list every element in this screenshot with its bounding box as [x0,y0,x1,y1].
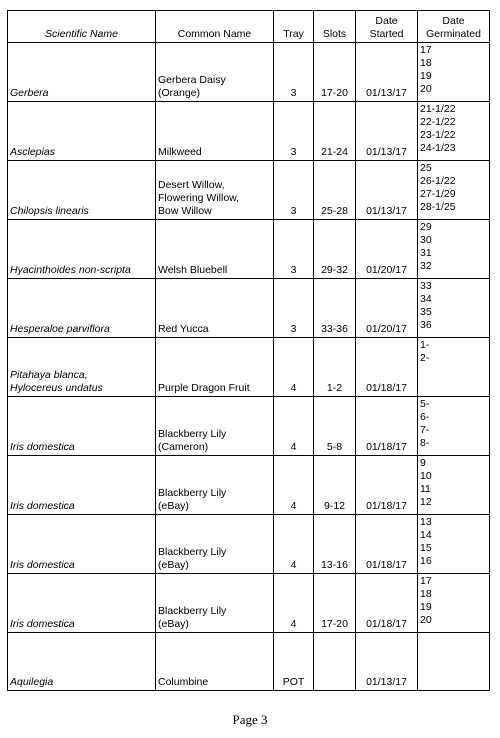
common-name-cell-line: Blackberry Lily [158,546,227,558]
common-name-cell-line: (Orange) [158,87,201,99]
date-germinated-cell-line: 23-1/22 [420,129,456,141]
scientific-name-cell [8,574,156,633]
date-germinated-cell-line: 18 [420,588,432,600]
common-name-cell-line: Welsh Bluebell [158,264,228,276]
header-row [8,11,490,43]
date-germinated-cell-line: 20 [420,83,432,95]
common-name-cell [156,43,274,102]
date-germinated-cell-line: 17 [420,44,432,56]
date-germinated-cell [418,102,490,161]
header-date-started: Date Started [356,11,418,43]
date-germinated-cell-line: 24-1/23 [420,142,456,154]
slots-cell: 29-32 [314,220,356,279]
date-germinated-cell [418,397,490,456]
date-started-cell: 01/13/17 [356,161,418,220]
common-name-cell [156,338,274,397]
date-germinated-cell [418,338,490,397]
date-germinated-cell-line: 19 [420,601,432,613]
date-started-cell: 01/13/17 [356,633,418,691]
scientific-name-cell [8,102,156,161]
date-germinated-cell-line: 17 [420,575,432,587]
scientific-name-cell-line: Gerbera [10,87,49,99]
date-germinated-cell-line: 7- [420,424,430,436]
slots-cell: 1-2 [314,338,356,397]
scientific-name-cell-line: Hylocereus undatus [10,382,103,394]
seed-log-table [7,10,490,691]
slots-cell: 25-28 [314,161,356,220]
date-germinated-cell-line: 8- [420,437,430,449]
common-name-cell [156,161,274,220]
date-germinated-cell-line: 9 [420,457,426,469]
common-name-cell [156,220,274,279]
date-germinated-cell-line: 12 [420,496,432,508]
date-germinated-cell-line: 18 [420,57,432,69]
date-germinated-cell-line: 1- [420,339,430,351]
tray-cell: 3 [274,102,314,161]
scientific-name-cell-line: Hyacinthoides non-scripta [10,264,131,276]
scientific-name-cell-line: Iris domestica [10,559,75,571]
date-started-cell: 01/18/17 [356,574,418,633]
scientific-name-cell [8,161,156,220]
date-germinated-cell-line: 5- [420,398,430,410]
table-row [8,397,490,456]
date-germinated-cell-line: 28-1/25 [420,201,456,213]
date-started-cell: 01/13/17 [356,102,418,161]
date-germinated-cell-line: 29 [420,221,432,233]
date-germinated-cell [418,220,490,279]
header-date-germinated: Date Germinated [418,11,490,43]
tray-cell: 3 [274,43,314,102]
date-germinated-cell [418,456,490,515]
table-row [8,279,490,338]
page-number: Page 3 [232,712,268,727]
date-germinated-cell-line: 21-1/22 [420,103,456,115]
table-row [8,102,490,161]
date-germinated-cell-line: 6- [420,411,430,423]
tray-cell: 3 [274,279,314,338]
date-germinated-cell-line: 36 [420,319,432,331]
slots-cell: 9-12 [314,456,356,515]
date-germinated-cell-line: 33 [420,280,432,292]
date-germinated-cell-line: 22-1/22 [420,116,456,128]
tray-cell: 4 [274,574,314,633]
date-germinated-cell [418,161,490,220]
common-name-cell-line: Blackberry Lily [158,605,227,617]
date-germinated-cell-line: 14 [420,529,432,541]
slots-cell: 17-20 [314,574,356,633]
common-name-cell-line: Blackberry Lily [158,487,227,499]
scientific-name-cell [8,515,156,574]
common-name-cell [156,102,274,161]
date-germinated-cell-line: 19 [420,70,432,82]
common-name-cell-line: Blackberry Lily [158,428,227,440]
table-row [8,633,490,691]
scientific-name-cell-line: Iris domestica [10,618,75,630]
date-germinated-cell-line: 15 [420,542,432,554]
common-name-cell-line: Purple Dragon Fruit [158,382,250,394]
common-name-cell [156,574,274,633]
header-scientific-name: Scientific Name [8,11,156,43]
table-header [8,11,490,43]
common-name-cell-line: Desert Willow, [158,179,225,191]
header-slots: Slots [314,11,356,43]
date-germinated-cell [418,633,490,691]
date-germinated-cell-line: 10 [420,470,432,482]
table-row [8,43,490,102]
date-germinated-cell-line: 27-1/29 [420,188,456,200]
scientific-name-cell [8,43,156,102]
date-germinated-cell-line: 32 [420,260,432,272]
table-row [8,338,490,397]
date-started-cell: 01/20/17 [356,279,418,338]
table-row [8,161,490,220]
table-body [8,43,490,691]
common-name-cell [156,515,274,574]
common-name-cell-line: (Cameron) [158,441,209,453]
tray-cell: 4 [274,338,314,397]
date-germinated-cell-line: 30 [420,234,432,246]
common-name-cell-line: Milkweed [158,146,202,158]
tray-cell: POT [274,633,314,691]
scientific-name-cell-line: Hesperaloe parviflora [10,323,110,335]
common-name-cell-line: Red Yucca [158,323,209,335]
common-name-cell-line: Bow Willow [158,205,212,217]
scientific-name-cell [8,338,156,397]
slots-cell: 5-8 [314,397,356,456]
table-row [8,515,490,574]
scientific-name-cell-line: Asclepias [10,146,55,158]
common-name-cell-line: (eBay) [158,618,189,630]
common-name-cell-line: Flowering Willow, [158,192,240,204]
common-name-cell [156,633,274,691]
scientific-name-cell-line: Pitahaya blanca, [10,369,88,381]
date-started-cell: 01/18/17 [356,397,418,456]
date-germinated-cell-line: 16 [420,555,432,567]
date-germinated-cell [418,515,490,574]
scientific-name-cell [8,279,156,338]
scientific-name-cell-line: Aquilegia [10,676,54,688]
slots-cell: 33-36 [314,279,356,338]
header-common-name: Common Name [156,11,274,43]
date-started-cell: 01/18/17 [356,338,418,397]
date-germinated-cell [418,574,490,633]
slots-cell: 13-16 [314,515,356,574]
date-germinated-cell [418,279,490,338]
scientific-name-cell-line: Iris domestica [10,500,75,512]
common-name-cell-line: (eBay) [158,559,189,571]
scientific-name-cell-line: Chilopsis linearis [10,205,89,217]
tray-cell: 3 [274,161,314,220]
scientific-name-cell [8,220,156,279]
slots-cell [314,633,356,691]
common-name-cell-line: Columbine [158,676,209,688]
tray-cell: 4 [274,515,314,574]
date-started-cell: 01/18/17 [356,515,418,574]
date-started-cell: 01/13/17 [356,43,418,102]
date-started-cell: 01/18/17 [356,456,418,515]
tray-cell: 3 [274,220,314,279]
date-started-cell: 01/20/17 [356,220,418,279]
common-name-cell [156,279,274,338]
slots-cell: 17-20 [314,43,356,102]
header-tray: Tray [274,11,314,43]
date-germinated-cell-line: 31 [420,247,432,259]
scientific-name-cell [8,633,156,691]
common-name-cell [156,456,274,515]
date-germinated-cell-line: 2- [420,352,430,364]
scientific-name-cell [8,397,156,456]
date-germinated-cell-line: 13 [420,516,432,528]
date-germinated-cell [418,43,490,102]
scientific-name-cell-line: Iris domestica [10,441,75,453]
common-name-cell-line: (eBay) [158,500,189,512]
date-germinated-cell-line: 20 [420,614,432,626]
date-germinated-cell-line: 11 [420,483,431,495]
date-germinated-cell-line: 25 [420,162,432,174]
table-row [8,220,490,279]
common-name-cell-line: Gerbera Daisy [158,74,226,86]
common-name-cell [156,397,274,456]
tray-cell: 4 [274,456,314,515]
slots-cell: 21-24 [314,102,356,161]
date-germinated-cell-line: 26-1/22 [420,175,456,187]
table-row [8,456,490,515]
date-germinated-cell-line: 34 [420,293,432,305]
table-row [8,574,490,633]
tray-cell: 4 [274,397,314,456]
scientific-name-cell [8,456,156,515]
date-germinated-cell-line: 35 [420,306,432,318]
